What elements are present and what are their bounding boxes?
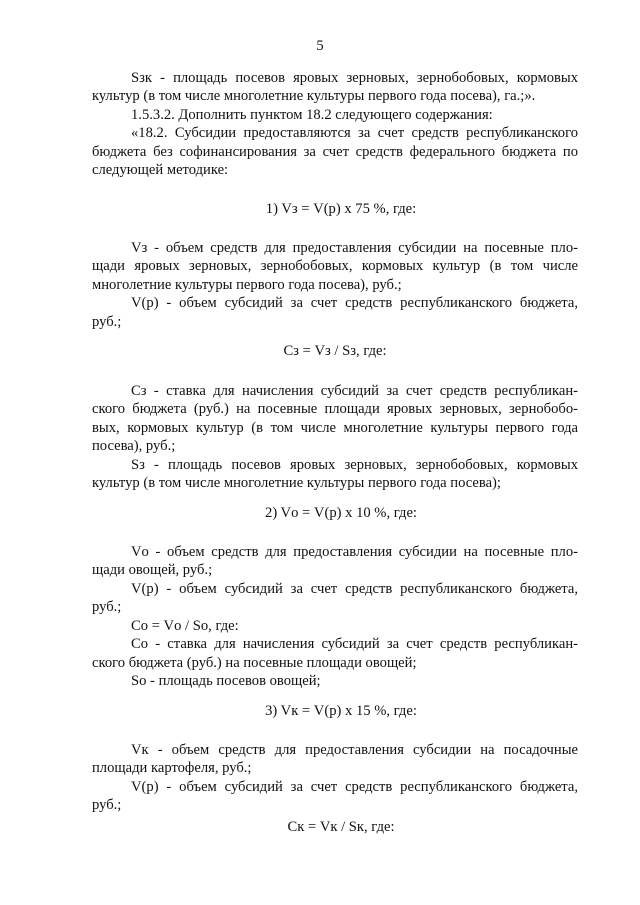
formula: 3) Vк = V(р) х 15 %, где:: [265, 703, 417, 719]
text-line: бюджета без софинансирования за счет средств федерального бюджета по: [92, 144, 578, 160]
text-line: Vк - объем средств для предоставления субсидии на посадочные: [131, 742, 578, 758]
text-line: ского бюджета (руб.) на посевные площади яровых зерновых, зернобобо-: [92, 401, 578, 417]
text-line: ского бюджета (руб.) на посевные площади овощей;: [92, 655, 417, 671]
text-line: «18.2. Субсидии предоставляются за счет средств республиканского: [131, 125, 578, 141]
page-number: 5: [316, 38, 324, 54]
text-line: руб.;: [92, 314, 122, 330]
text-line: руб.;: [92, 599, 122, 615]
text-line: культур (в том числе многолетние культуры первого года посева), га.;».: [92, 88, 536, 104]
text-line: щади овощей, руб.;: [92, 562, 213, 578]
text-line: Vз - объем средств для предоставления субсидии на посевные пло-: [131, 240, 578, 256]
formula: 1) Vз = V(р) х 75 %, где:: [265, 201, 417, 217]
text-line: Со - ставка для начисления субсидий за счет средств республикан-: [131, 636, 578, 652]
text-line: следующей методике:: [92, 162, 229, 178]
text-line: вых, кормовых культур (в том числе многолетние культуры первого года: [92, 420, 578, 436]
text-line: Sо - площадь посевов овощей;: [131, 673, 321, 689]
text-line: 1.5.3.2. Дополнить пунктом 18.2 следующего содержания:: [131, 107, 493, 123]
text-line: культур (в том числе многолетние культуры первого года посева);: [92, 475, 501, 491]
text-line: Сз - ставка для начисления субсидий за счет средств республикан-: [131, 383, 578, 399]
formula: Сз = Vз / Sз, где:: [283, 343, 387, 359]
text-line: руб.;: [92, 797, 122, 813]
text-line: площади картофеля, руб.;: [92, 760, 252, 776]
text-line: V(р) - объем субсидий за счет средств республиканского бюджета,: [131, 779, 578, 795]
text-line: V(р) - объем субсидий за счет средств республиканского бюджета,: [131, 581, 578, 597]
text-line: V(р) - объем субсидий за счет средств республиканского бюджета,: [131, 295, 578, 311]
formula: Ск = Vк / Sк, где:: [287, 819, 395, 835]
text-line: посева), руб.;: [92, 438, 176, 454]
text-line: щади яровых зерновых, зернобобовых, кормовых культур (в том числе: [92, 258, 578, 274]
formula: Со = Vо / Sо, где:: [131, 618, 239, 634]
text-line: многолетние культуры первого года посева), руб.;: [92, 277, 402, 293]
text-line: Sзк - площадь посевов яровых зерновых, зернобобовых, кормовых: [131, 70, 578, 86]
text-line: Sз - площадь посевов яровых зерновых, зернобобовых, кормовых: [131, 457, 578, 473]
text-line: Vо - объем средств для предоставления субсидии на посевные пло-: [131, 544, 578, 560]
formula: 2) Vо = V(р) х 10 %, где:: [265, 505, 417, 521]
